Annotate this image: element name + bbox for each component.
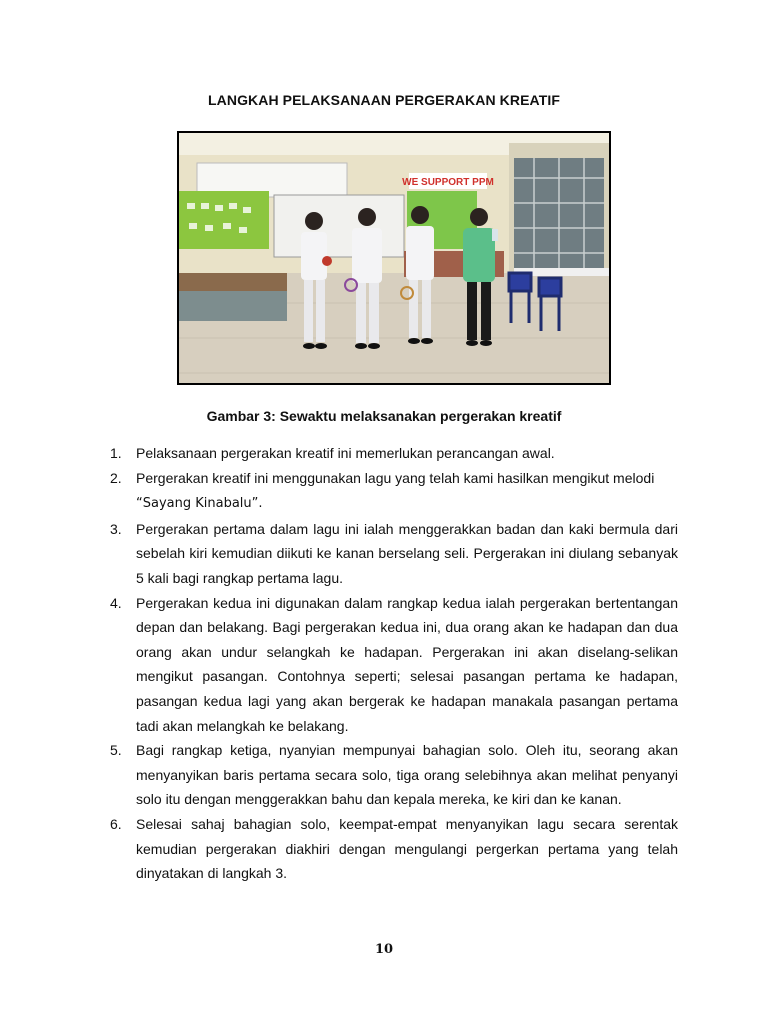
list-item — [110, 738, 678, 812]
song-title-quote: “Sayang Kinabalu”. — [136, 496, 263, 512]
list-text: Pergerakan kedua ini digunakan dalam rangkap kedua ialah pergerakan bertentangan depan dan belakang. Bagi pergerakan kedua ini, dua orang akan ke hadapan dan dua orang akan undur selangkah ke hadapan. Pergerakan ini akan diselang-selikan mengikut pasangan. Contohnya seperti; selesai pasangan pertama ke hadapan, pasangan kedua lagi yang akan bergerak ke hadapan manakala pasangan pertama tadi akan melangkah ke belakang. — [136, 594, 678, 734]
list-text: Pergerakan kreatif ini menggunakan lagu yang telah kami hasilkan mengikut melodi — [136, 469, 655, 486]
list-number: 5. — [110, 742, 122, 759]
figure-caption: Gambar 3: Sewaktu melaksanakan pergerakan kreatif — [206, 408, 562, 424]
classroom-photo — [177, 131, 611, 385]
steps-list — [110, 441, 678, 886]
list-text: Pelaksanaan pergerakan kreatif ini memerlukan perancangan awal. — [136, 445, 555, 461]
list-number: 6. — [110, 815, 122, 832]
list-item — [110, 441, 678, 466]
list-item — [110, 517, 678, 591]
list-item — [110, 466, 678, 517]
list-item — [110, 812, 678, 886]
page-number: 10 — [374, 942, 394, 957]
list-text: Bagi rangkap ketiga, nyanyian mempunyai bahagian solo. Oleh itu, seorang akan menyanyikan baris pertama secara solo, tiga orang selebihnya akan melihat penyanyi solo itu dengan menggerakkan bahu dan kepala mereka, ke kiri dan ke kanan. — [136, 742, 678, 808]
list-item — [110, 591, 678, 739]
list-number: 3. — [110, 520, 122, 537]
list-text: Pergerakan pertama dalam lagu ini ialah menggerakkan badan dan kaki bermula dari sebelah kiri kemudian diikuti ke kanan berselang seli. Pergerakan ini diulang sebanyak 5 kali bagi rangkap pertama lagu. — [136, 520, 678, 586]
list-text: Selesai sahaj bahagian solo, keempat-empat menyanyikan lagu secara serentak kemudian pergerakan diakhiri dengan mengulangi pergerkan pertama yang telah dinyatakan di langkah 3. — [136, 815, 678, 882]
page-title: LANGKAH PELAKSANAAN PERGERAKAN KREATIF — [208, 92, 560, 108]
list-number: 4. — [110, 594, 122, 611]
list-number: 2. — [110, 469, 122, 486]
list-number: 1. — [110, 445, 122, 461]
banner-text: WE SUPPORT PPM — [402, 177, 494, 188]
